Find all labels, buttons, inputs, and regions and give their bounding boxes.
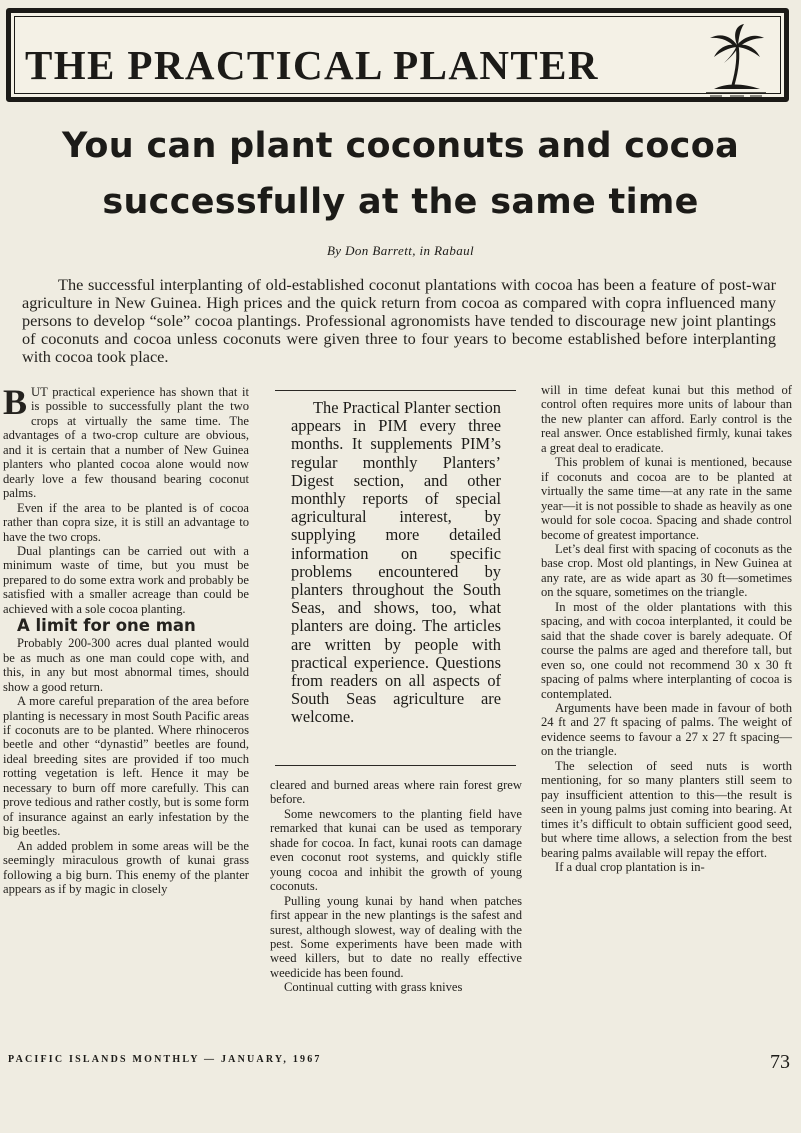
paragraph: A more careful preparation of the area before planting is necessary in most South Pacific areas if coconuts are to be planted. Where rhinoceros beetle and other “dynastid” beetles are found, ideal breeding sites are provided if too much rotting vegetation is left. Hence it may be necessary to burn off more carefully. This can prove tedious and rather costly, but is some form of insurance against an early infestation by the big beetles. bbox=[3, 694, 249, 839]
paragraph: An added problem in some areas will be the seemingly miraculous growth of kunai grass following a big burn. This enemy of the planter appears as if by magic in closely bbox=[3, 838, 249, 896]
info-box-text: The Practical Planter section appears in PIM every three months. It supplements PIM’s regular monthly Planters’ Digest section, and other monthly reports of special agricultural interest, by supplying more detailed information on specific problems encountered by planters throughout the South Seas, and shows, too, what planters are doing. The articles are written by people with practical experience. Questions from readers on all aspects of South Seas agriculture are welcome. bbox=[291, 398, 501, 727]
article-headline bbox=[0, 118, 801, 230]
paragraph: Continual cutting with grass knives bbox=[284, 980, 463, 995]
page-number: 73 bbox=[770, 1051, 790, 1073]
paragraph: cleared and burned areas where rain forest grew before. bbox=[270, 778, 522, 807]
section-banner bbox=[6, 8, 789, 102]
opening-text: UT practical experience has shown that it is possible to successfully plant the two crops at virtually the same time. The advantages of a two-crop culture are obvious, and it is certain that a number of New Guinea planters who planted cocoa alone would now dearly love a few thousand bearing coconut palms. bbox=[3, 385, 249, 501]
paragraph: Let’s deal first with spacing of coconuts as the base crop. Most old plantings, in New Guinea at any rate, are as wide apart as 30 ft—sometimes on the square, sometimes on the triangle. bbox=[541, 541, 792, 600]
headline-line-2: successfully at the same time bbox=[102, 182, 699, 222]
paragraph: Pulling young kunai by hand when patches first appear in the new plantings is the safest and surest, although slowest, way of dealing with the pest. Some experiments have been made with weed killers, but to date no really effective weedicide has been found. bbox=[270, 893, 522, 980]
paragraph: Probably 200-300 acres dual planted would be as much as one man could cope with, and this, in any but most abnormal times, should show a good return. bbox=[3, 636, 249, 694]
paragraph: Even if the area to be planted is of cocoa rather than copra size, it is still an advantage to have the two crops. bbox=[3, 500, 249, 544]
paragraph: In most of the older plantations with this spacing, and with cocoa interplanted, it could be said that the shade cover is barely adequate. Of course the palms are aged and therefore tall, but even so, one could not recommend 30 x 30 ft spacing of palms where interplanting of cocoa is contemplated. bbox=[541, 599, 792, 701]
column-1 bbox=[3, 382, 249, 896]
footer-publication: PACIFIC ISLANDS MONTHLY — JANUARY, 1967 bbox=[8, 1054, 322, 1065]
column-2 bbox=[270, 778, 522, 995]
column-3 bbox=[541, 383, 792, 874]
drop-cap: B bbox=[3, 382, 28, 422]
info-box bbox=[275, 390, 516, 766]
standfirst: The successful interplanting of old-established coconut plantations with cocoa has been a feature of post-war agriculture in New Guinea. High prices and the quick return from cocoa as compared with copra influenced many persons to develop “sole” cocoa plantings. Professional agronomists have tended to discourage new joint plantings of coconuts and cocoa unless coconuts were given three to four years to become established before interplanting with cocoa took place. bbox=[22, 275, 776, 366]
paragraph: The selection of seed nuts is worth mentioning, for so many planters still seem to pay insufficient attention to this—the result is seen in young palms just coming into bearing. At times it’s difficult to obtain sufficient good seed, but where time allows, a selection from the best bearing palms available will repay the effort. bbox=[541, 758, 792, 860]
paragraph: Some newcomers to the planting field have remarked that kunai can be used as temporary shade for cocoa. In fact, kunai roots can damage even coconut root systems, and quickly stifle young cocoa and inhibit the growth of young coconuts. bbox=[270, 806, 522, 894]
palm-tree-island-icon bbox=[704, 23, 768, 97]
subheading: A limit for one man bbox=[17, 616, 196, 636]
paragraph: If a dual crop plantation is in- bbox=[555, 859, 705, 874]
paragraph: Arguments have been made in favour of both 24 ft and 27 ft spacing of palms. The weight of evidence seems to favour a 27 x 27 ft spacing—on the triangle. bbox=[541, 700, 792, 759]
headline-line-1: You can plant coconuts and cocoa bbox=[62, 126, 739, 166]
byline: By Don Barrett, in Rabaul bbox=[326, 243, 475, 258]
paragraph: will in time defeat kunai but this method of control often requires more units of labour than the new planter can afford. Early control is the real answer. Once established firmly, kunai takes a great deal to eradicate. bbox=[541, 383, 792, 455]
paragraph: This problem of kunai is mentioned, because if coconuts and cocoa are to be planted at virtually the same time—at any rate in the same year—it is not possible to shade as heavily as one would for sole cocoa. Spacing and shade control become of greatest importance. bbox=[541, 455, 792, 542]
paragraph: Dual plantings can be carried out with a minimum waste of time, but you must be prepared to do some extra work and probably be satisfied with a smaller acreage than could be achieved with a sole cocoa planting. bbox=[3, 543, 249, 616]
paragraph-opening bbox=[3, 382, 249, 501]
section-title: THE PRACTICAL PLANTER bbox=[25, 42, 599, 88]
